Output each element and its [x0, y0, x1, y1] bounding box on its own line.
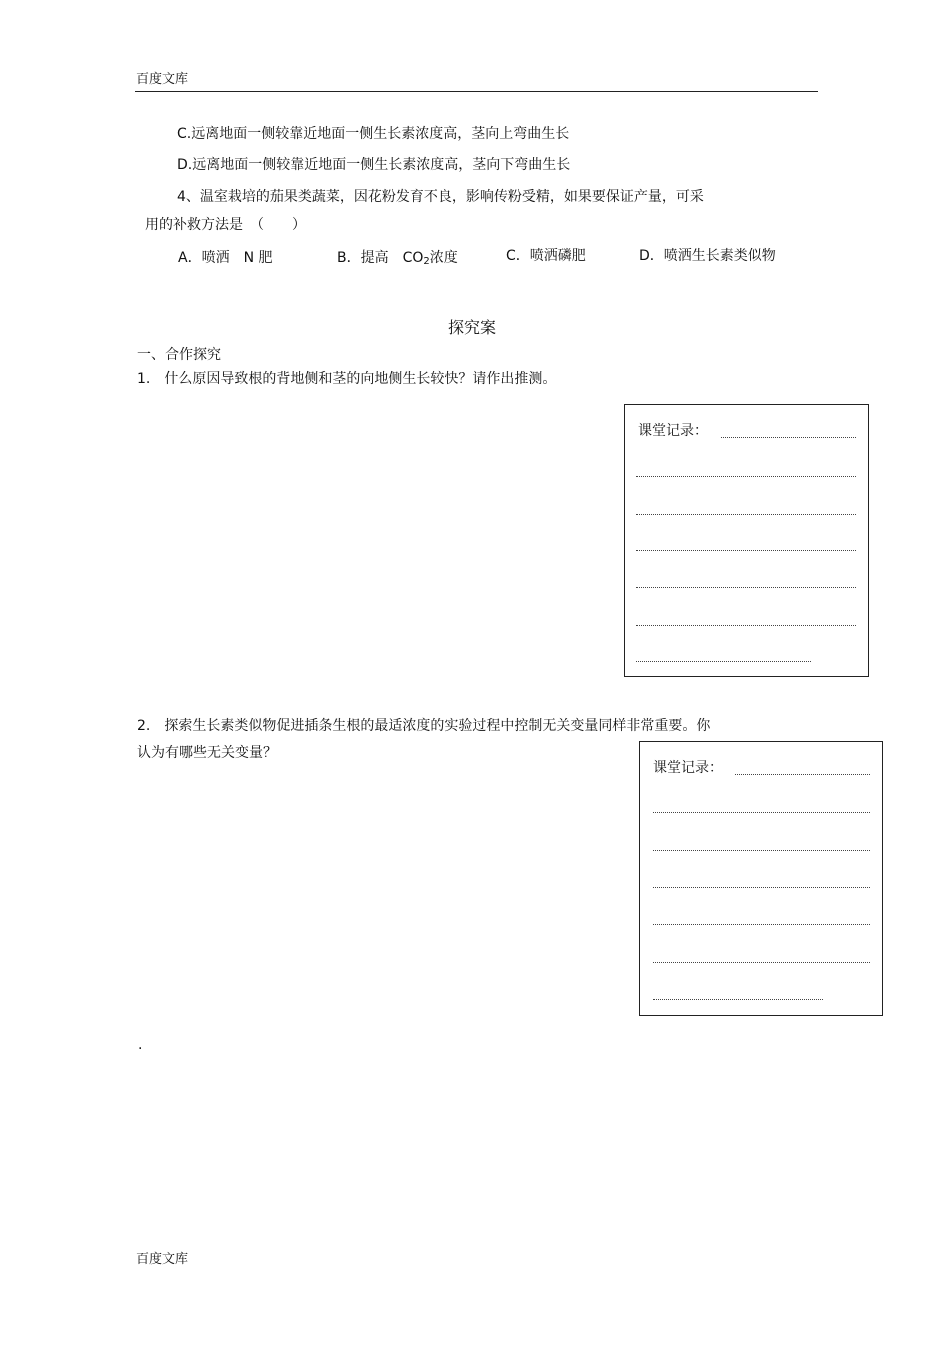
record-box-2-line — [653, 924, 870, 925]
q4-option-c: C．喷洒磷肥 — [506, 248, 586, 264]
header-text: 百度文库 — [136, 72, 189, 87]
record-box-2-line — [653, 850, 870, 851]
record-box-1-line — [636, 661, 811, 662]
record-box-1-line — [636, 587, 856, 588]
record-box-1-line — [636, 476, 856, 477]
record-box-1-line — [636, 625, 856, 626]
record-box-1-line — [636, 550, 856, 551]
q3-option-d: D.远离地面一侧较靠近地面一侧生长素浓度高，茎向下弯曲生长 — [177, 157, 571, 173]
trailing-mark: . — [138, 1037, 143, 1053]
question-2-line2: 认为有哪些无关变量？ — [137, 745, 277, 761]
record-box-1-line — [636, 514, 856, 515]
record-box-2-line — [735, 774, 870, 775]
q4-option-b-prefix: B．提高 CO — [337, 250, 424, 266]
q4-option-b-subscript: 2 — [423, 256, 430, 267]
record-box-2-line — [653, 999, 823, 1000]
record-box-2 — [639, 741, 883, 1016]
header-rule — [135, 91, 818, 92]
record-box-2-label: 课堂记录： — [653, 760, 723, 776]
q4-stem-line1: 4、温室栽培的茄果类蔬菜，因花粉发育不良，影响传粉受精，如果要保证产量，可采 — [177, 189, 704, 205]
subsection-heading: 一、合作探究 — [137, 347, 221, 363]
record-box-1-label: 课堂记录： — [638, 423, 708, 439]
record-box-2-line — [653, 812, 870, 813]
q3-option-c: C.远离地面一侧较靠近地面一侧生长素浓度高，茎向上弯曲生长 — [177, 126, 570, 142]
question-2-line1: 2. 探索生长素类似物促进插条生根的最适浓度的实验过程中控制无关变量同样非常重要。你 — [137, 718, 711, 734]
q4-option-a: A．喷洒 N 肥 — [178, 250, 273, 266]
q4-option-b — [337, 249, 458, 271]
record-box-1-line — [721, 437, 856, 438]
record-box-1 — [624, 404, 869, 677]
section-title: 探究案 — [448, 318, 497, 337]
q4-option-d: D．喷洒生长素类似物 — [639, 248, 776, 264]
q4-stem-line2: 用的补救方法是 （ ） — [145, 217, 306, 233]
q4-option-b-suffix: 浓度 — [429, 250, 458, 266]
record-box-2-line — [653, 962, 870, 963]
question-1: 1. 什么原因导致根的背地侧和茎的向地侧生长较快？请作出推测。 — [137, 371, 557, 387]
footer-text: 百度文库 — [136, 1252, 189, 1267]
record-box-2-line — [653, 887, 870, 888]
